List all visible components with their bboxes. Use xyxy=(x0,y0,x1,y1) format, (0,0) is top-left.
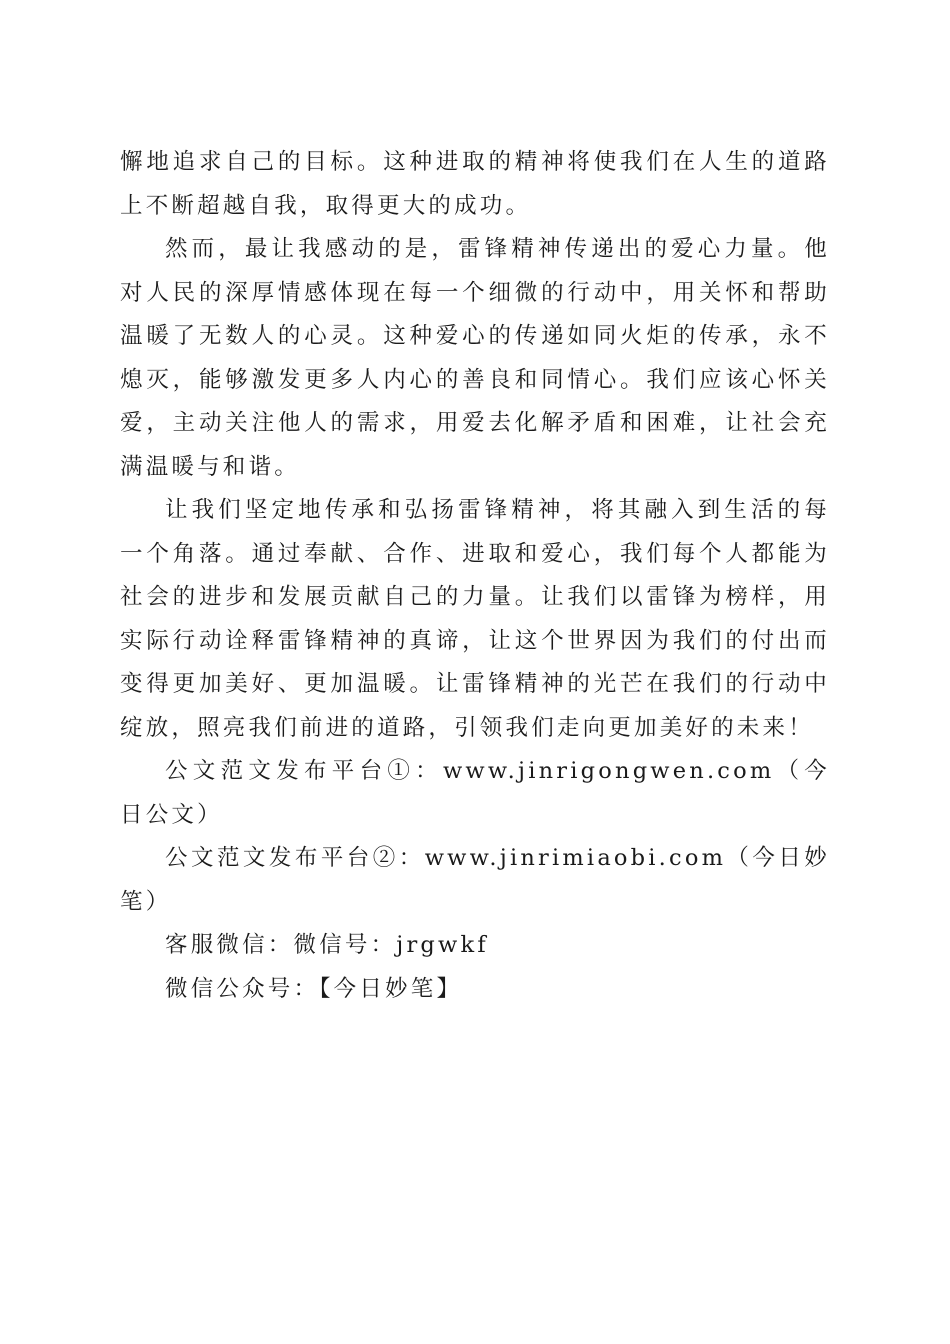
paragraph-continuation: 懈地追求自己的目标。这种进取的精神将使我们在人生的道路上不断超越自我，取得更大的成功。 xyxy=(120,149,830,219)
paragraph-conclusion: 让我们坚定地传承和弘扬雷锋精神，将其融入到生活的每一个角落。通过奉献、合作、进取和爱心，我们每个人都能为社会的进步和发展贡献自己的力量。让我们以雷锋为榜样，用实际行动诠释雷锋精神的真谛，让这个世界因为我们的付出而变得更加美好、更加温暖。让雷锋精神的光芒在我们的行动中绽放，照亮我们前进的道路，引领我们走向更加美好的未来！ xyxy=(120,497,830,741)
paragraph-love: 然而，最让我感动的是，雷锋精神传递出的爱心力量。他对人民的深厚情感体现在每一个细微的行动中，用关怀和帮助温暖了无数人的心灵。这种爱心的传递如同火炬的传承，永不熄灭，能够激发更多人内心的善良和同情心。我们应该心怀关爱，主动关注他人的需求，用爱去化解矛盾和困难，让社会充满温暖与和谐。 xyxy=(120,236,830,480)
body-text xyxy=(120,141,830,1011)
official-account-line: 微信公众号：【今日妙笔】 xyxy=(165,975,463,1002)
service-wechat-line: 客服微信：微信号：jrgwkf xyxy=(165,932,489,958)
platform-one-line: 公文范文发布平台①：www.jinrigongwen.com（今日公文） xyxy=(120,758,830,828)
platform-two-line: 公文范文发布平台②：www.jinrimiaobi.com（今日妙笔） xyxy=(120,845,830,915)
